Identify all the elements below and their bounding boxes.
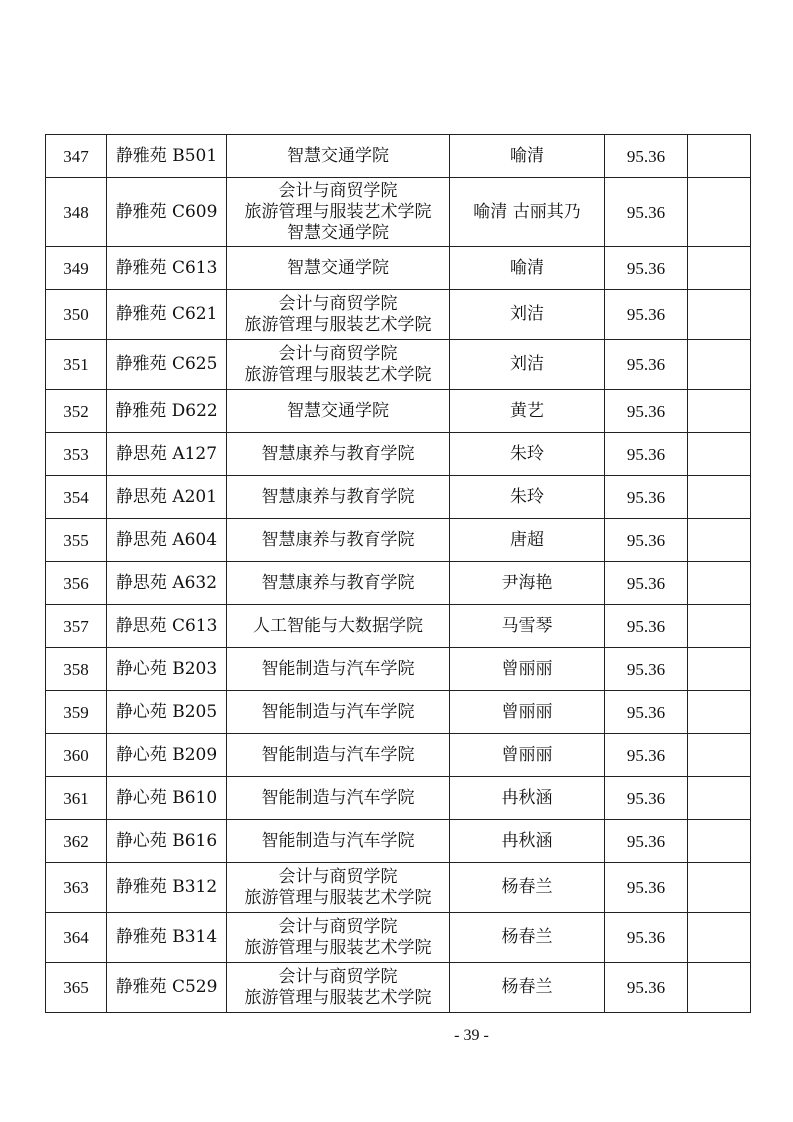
- remark-cell: [688, 863, 751, 913]
- teacher-cell: 曾丽丽: [450, 734, 605, 777]
- row-number-cell: 359: [46, 691, 107, 734]
- score-cell: 95.36: [605, 734, 688, 777]
- row-number-cell: 355: [46, 519, 107, 562]
- teacher-cell: 冉秋涵: [450, 820, 605, 863]
- remark-cell: [688, 519, 751, 562]
- table-row: [46, 476, 751, 519]
- teacher-cell: 尹海艳: [450, 562, 605, 605]
- score-cell: 95.36: [605, 390, 688, 433]
- score-cell: 95.36: [605, 247, 688, 290]
- teacher-cell: 喻清: [450, 247, 605, 290]
- score-cell: 95.36: [605, 863, 688, 913]
- college-cell: [227, 648, 450, 691]
- dorm-room-cell: 静雅苑 C625: [107, 340, 227, 390]
- college-cell: [227, 562, 450, 605]
- table-row: [46, 562, 751, 605]
- college-cell: [227, 691, 450, 734]
- remark-cell: [688, 290, 751, 340]
- college-name: 旅游管理与服装艺术学院: [244, 201, 432, 222]
- remark-cell: [688, 340, 751, 390]
- row-number-cell: 358: [46, 648, 107, 691]
- row-number-cell: 349: [46, 247, 107, 290]
- dorm-room-cell: 静心苑 B610: [107, 777, 227, 820]
- college-name: 旅游管理与服装艺术学院: [244, 314, 432, 335]
- college-name: 旅游管理与服装艺术学院: [244, 937, 432, 958]
- score-cell: 95.36: [605, 562, 688, 605]
- college-cell: [227, 963, 450, 1013]
- table-row: [46, 913, 751, 963]
- college-name: 会计与商贸学院: [278, 343, 398, 364]
- table-row: [46, 734, 751, 777]
- remark-cell: [688, 433, 751, 476]
- college-name: 智慧交通学院: [287, 400, 389, 421]
- table-row: [46, 290, 751, 340]
- college-cell: [227, 340, 450, 390]
- score-cell: 95.36: [605, 178, 688, 247]
- college-cell: [227, 820, 450, 863]
- dorm-room-cell: 静思苑 C613: [107, 605, 227, 648]
- score-cell: 95.36: [605, 605, 688, 648]
- table-row: [46, 863, 751, 913]
- dorm-room-cell: 静雅苑 D622: [107, 390, 227, 433]
- dorm-room-cell: 静思苑 A127: [107, 433, 227, 476]
- college-name: 会计与商贸学院: [278, 180, 398, 201]
- score-cell: 95.36: [605, 648, 688, 691]
- page-number: - 39 -: [454, 1027, 489, 1044]
- table-body: [46, 135, 751, 1013]
- score-cell: 95.36: [605, 290, 688, 340]
- table-row: [46, 178, 751, 247]
- college-name: 智能制造与汽车学院: [261, 787, 415, 808]
- table-row: [46, 433, 751, 476]
- college-cell: [227, 605, 450, 648]
- dorm-room-cell: 静雅苑 C621: [107, 290, 227, 340]
- college-name: 会计与商贸学院: [278, 293, 398, 314]
- teacher-cell: 杨春兰: [450, 863, 605, 913]
- teacher-cell: 唐超: [450, 519, 605, 562]
- college-cell: [227, 247, 450, 290]
- teacher-cell: 刘洁: [450, 340, 605, 390]
- teacher-cell: 喻清: [450, 135, 605, 178]
- teacher-cell: 喻清 古丽其乃: [450, 178, 605, 247]
- college-cell: [227, 135, 450, 178]
- college-cell: [227, 390, 450, 433]
- remark-cell: [688, 691, 751, 734]
- remark-cell: [688, 605, 751, 648]
- teacher-cell: 杨春兰: [450, 963, 605, 1013]
- row-number-cell: 362: [46, 820, 107, 863]
- teacher-cell: 朱玲: [450, 476, 605, 519]
- remark-cell: [688, 734, 751, 777]
- college-name: 智慧康养与教育学院: [261, 572, 415, 593]
- dormitory-score-table: [45, 134, 751, 1013]
- dorm-room-cell: 静雅苑 B501: [107, 135, 227, 178]
- score-cell: 95.36: [605, 820, 688, 863]
- teacher-cell: 杨春兰: [450, 913, 605, 963]
- remark-cell: [688, 390, 751, 433]
- dorm-room-cell: 静雅苑 B312: [107, 863, 227, 913]
- table-row: [46, 777, 751, 820]
- row-number-cell: 360: [46, 734, 107, 777]
- college-name: 会计与商贸学院: [278, 916, 398, 937]
- college-name: 智慧康养与教育学院: [261, 486, 415, 507]
- college-name: 旅游管理与服装艺术学院: [244, 364, 432, 385]
- remark-cell: [688, 247, 751, 290]
- table-row: [46, 820, 751, 863]
- dorm-room-cell: 静雅苑 C613: [107, 247, 227, 290]
- college-name: 智慧交通学院: [287, 222, 389, 243]
- college-cell: [227, 913, 450, 963]
- teacher-cell: 朱玲: [450, 433, 605, 476]
- row-number-cell: 350: [46, 290, 107, 340]
- table-row: [46, 519, 751, 562]
- remark-cell: [688, 820, 751, 863]
- teacher-cell: 马雪琴: [450, 605, 605, 648]
- teacher-cell: 曾丽丽: [450, 648, 605, 691]
- remark-cell: [688, 913, 751, 963]
- college-name: 智能制造与汽车学院: [261, 658, 415, 679]
- college-name: 智慧康养与教育学院: [261, 443, 415, 464]
- college-cell: [227, 777, 450, 820]
- college-cell: [227, 178, 450, 247]
- dorm-room-cell: 静思苑 A604: [107, 519, 227, 562]
- college-name: 智能制造与汽车学院: [261, 830, 415, 851]
- table-row: [46, 605, 751, 648]
- score-cell: 95.36: [605, 519, 688, 562]
- college-name: 智能制造与汽车学院: [261, 701, 415, 722]
- college-cell: [227, 433, 450, 476]
- teacher-cell: 刘洁: [450, 290, 605, 340]
- row-number-cell: 348: [46, 178, 107, 247]
- row-number-cell: 365: [46, 963, 107, 1013]
- college-name: 智慧交通学院: [287, 257, 389, 278]
- remark-cell: [688, 476, 751, 519]
- college-name: 智能制造与汽车学院: [261, 744, 415, 765]
- row-number-cell: 347: [46, 135, 107, 178]
- table-row: [46, 691, 751, 734]
- score-cell: 95.36: [605, 777, 688, 820]
- row-number-cell: 361: [46, 777, 107, 820]
- remark-cell: [688, 963, 751, 1013]
- dorm-room-cell: 静雅苑 C609: [107, 178, 227, 247]
- dorm-room-cell: 静心苑 B616: [107, 820, 227, 863]
- remark-cell: [688, 135, 751, 178]
- score-cell: 95.36: [605, 476, 688, 519]
- dorm-room-cell: 静心苑 B203: [107, 648, 227, 691]
- college-name: 智慧交通学院: [287, 145, 389, 166]
- row-number-cell: 357: [46, 605, 107, 648]
- remark-cell: [688, 562, 751, 605]
- college-name: 旅游管理与服装艺术学院: [244, 887, 432, 908]
- row-number-cell: 353: [46, 433, 107, 476]
- remark-cell: [688, 777, 751, 820]
- teacher-cell: 冉秋涵: [450, 777, 605, 820]
- remark-cell: [688, 178, 751, 247]
- score-cell: 95.36: [605, 433, 688, 476]
- row-number-cell: 356: [46, 562, 107, 605]
- dorm-room-cell: 静思苑 A201: [107, 476, 227, 519]
- college-name: 会计与商贸学院: [278, 866, 398, 887]
- row-number-cell: 351: [46, 340, 107, 390]
- table-row: [46, 135, 751, 178]
- row-number-cell: 352: [46, 390, 107, 433]
- table-row: [46, 963, 751, 1013]
- table-row: [46, 340, 751, 390]
- table-row: [46, 247, 751, 290]
- college-cell: [227, 863, 450, 913]
- college-cell: [227, 519, 450, 562]
- college-name: 智慧康养与教育学院: [261, 529, 415, 550]
- table-row: [46, 648, 751, 691]
- score-cell: 95.36: [605, 135, 688, 178]
- college-cell: [227, 734, 450, 777]
- college-cell: [227, 476, 450, 519]
- row-number-cell: 354: [46, 476, 107, 519]
- table-row: [46, 390, 751, 433]
- college-name: 人工智能与大数据学院: [253, 615, 423, 636]
- dorm-room-cell: 静雅苑 B314: [107, 913, 227, 963]
- row-number-cell: 364: [46, 913, 107, 963]
- row-number-cell: 363: [46, 863, 107, 913]
- college-name: 旅游管理与服装艺术学院: [244, 987, 432, 1008]
- dorm-room-cell: 静心苑 B205: [107, 691, 227, 734]
- dorm-room-cell: 静心苑 B209: [107, 734, 227, 777]
- college-cell: [227, 290, 450, 340]
- score-cell: 95.36: [605, 691, 688, 734]
- score-cell: 95.36: [605, 913, 688, 963]
- remark-cell: [688, 648, 751, 691]
- teacher-cell: 曾丽丽: [450, 691, 605, 734]
- dorm-room-cell: 静雅苑 C529: [107, 963, 227, 1013]
- teacher-cell: 黄艺: [450, 390, 605, 433]
- dorm-room-cell: 静思苑 A632: [107, 562, 227, 605]
- college-name: 会计与商贸学院: [278, 966, 398, 987]
- score-cell: 95.36: [605, 963, 688, 1013]
- score-cell: 95.36: [605, 340, 688, 390]
